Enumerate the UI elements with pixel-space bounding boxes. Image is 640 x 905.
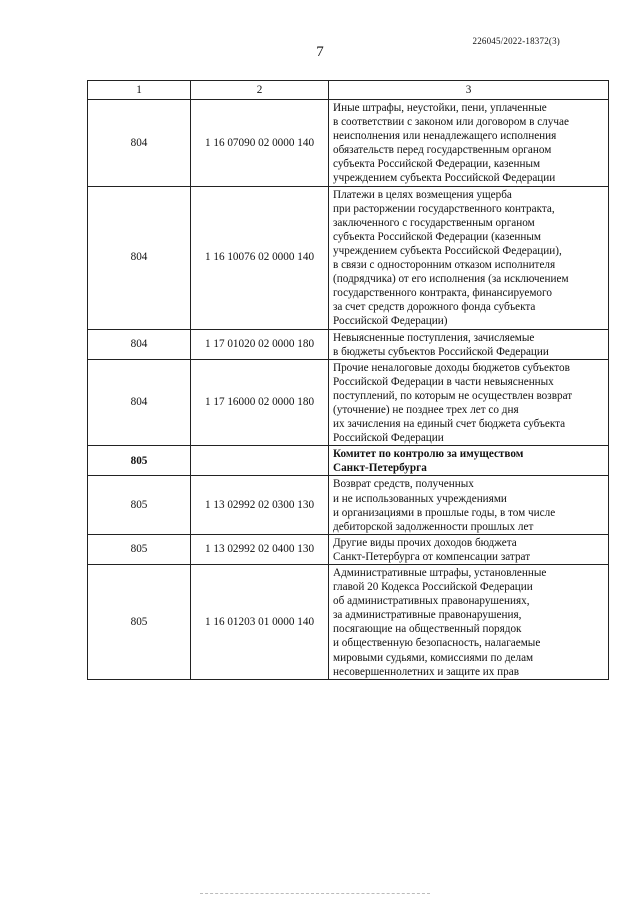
- income-description-cell: Прочие неналоговые доходы бюджетов субъектов Российской Федерации в части невыясненных поступлений, по которым не осуществлен возврат (уточнение) не позднее трех лет со дня их зачисления на единый счет бюджета субъекта Российской Федерации: [329, 359, 609, 446]
- income-description-cell: Платежи в целях возмещения ущерба при расторжении государственного контракта, заключенного с государственным органом субъекта Российской Федерации (казенным учреждением субъекта Российской Федерации), в связи с односторонним отказом исполнителя (подрядчика) от его исполнения (за исключением государственного контракта, финансируемого за счет средств дорожного фонда субъекта Российской Федерации): [329, 186, 609, 329]
- table-row: [88, 329, 609, 359]
- income-description-cell: Возврат средств, полученных и не использованных учреждениями и организациями в прошлые годы, в том числе дебиторской задолженности прошлых лет: [329, 476, 609, 534]
- table-header-row: [88, 81, 609, 100]
- budget-classification-code-cell: 1 17 01020 02 0000 180: [191, 329, 329, 359]
- admin-code-cell: 805: [88, 476, 191, 534]
- admin-code-cell: 805: [88, 446, 191, 476]
- admin-code-cell: 805: [88, 565, 191, 680]
- budget-classification-code-cell: [191, 446, 329, 476]
- table-row: [88, 565, 609, 680]
- budget-classification-code-cell: 1 16 01203 01 0000 140: [191, 565, 329, 680]
- table-row: [88, 100, 609, 187]
- income-description-cell: Невыясненные поступления, зачисляемые в бюджеты субъектов Российской Федерации: [329, 329, 609, 359]
- admin-code-cell: 805: [88, 534, 191, 564]
- admin-code-cell: 804: [88, 100, 191, 187]
- document-registration-number: 226045/2022-18372(3): [472, 36, 560, 46]
- column-header-1: 1: [88, 81, 191, 100]
- table-row: [88, 534, 609, 564]
- budget-classification-code-cell: 1 13 02992 02 0400 130: [191, 534, 329, 564]
- admin-code-cell: 804: [88, 359, 191, 446]
- admin-code-cell: 804: [88, 329, 191, 359]
- administrator-name-cell: Комитет по контролю за имуществом Санкт-Петербурга: [329, 446, 609, 476]
- administrator-group-row: [88, 446, 609, 476]
- income-description-cell: Другие виды прочих доходов бюджета Санкт-Петербурга от компенсации затрат: [329, 534, 609, 564]
- budget-classification-code-cell: 1 16 07090 02 0000 140: [191, 100, 329, 187]
- table-row: [88, 359, 609, 446]
- income-codes-table: [87, 80, 609, 680]
- page-number: 7: [316, 44, 324, 60]
- scan-footer-artifact: [200, 893, 430, 896]
- budget-classification-code-cell: 1 16 10076 02 0000 140: [191, 186, 329, 329]
- column-header-2: 2: [191, 81, 329, 100]
- income-description-cell: Административные штрафы, установленные главой 20 Кодекса Российской Федерации об административных правонарушениях, за административные правонарушения, посягающие на общественный порядок и общественную безопасность, налагаемые мировыми судьями, комиссиями по делам несовершеннолетних и защите их прав: [329, 565, 609, 680]
- admin-code-cell: 804: [88, 186, 191, 329]
- column-header-3: 3: [329, 81, 609, 100]
- table-row: [88, 476, 609, 534]
- budget-classification-code-cell: 1 13 02992 02 0300 130: [191, 476, 329, 534]
- table-row: [88, 186, 609, 329]
- income-description-cell: Иные штрафы, неустойки, пени, уплаченные в соответствии с законом или договором в случае неисполнения или ненадлежащего исполнения обязательств перед государственным органом субъекта Российской Федерации, казенным учреждением субъекта Российской Федерации: [329, 100, 609, 187]
- budget-classification-code-cell: 1 17 16000 02 0000 180: [191, 359, 329, 446]
